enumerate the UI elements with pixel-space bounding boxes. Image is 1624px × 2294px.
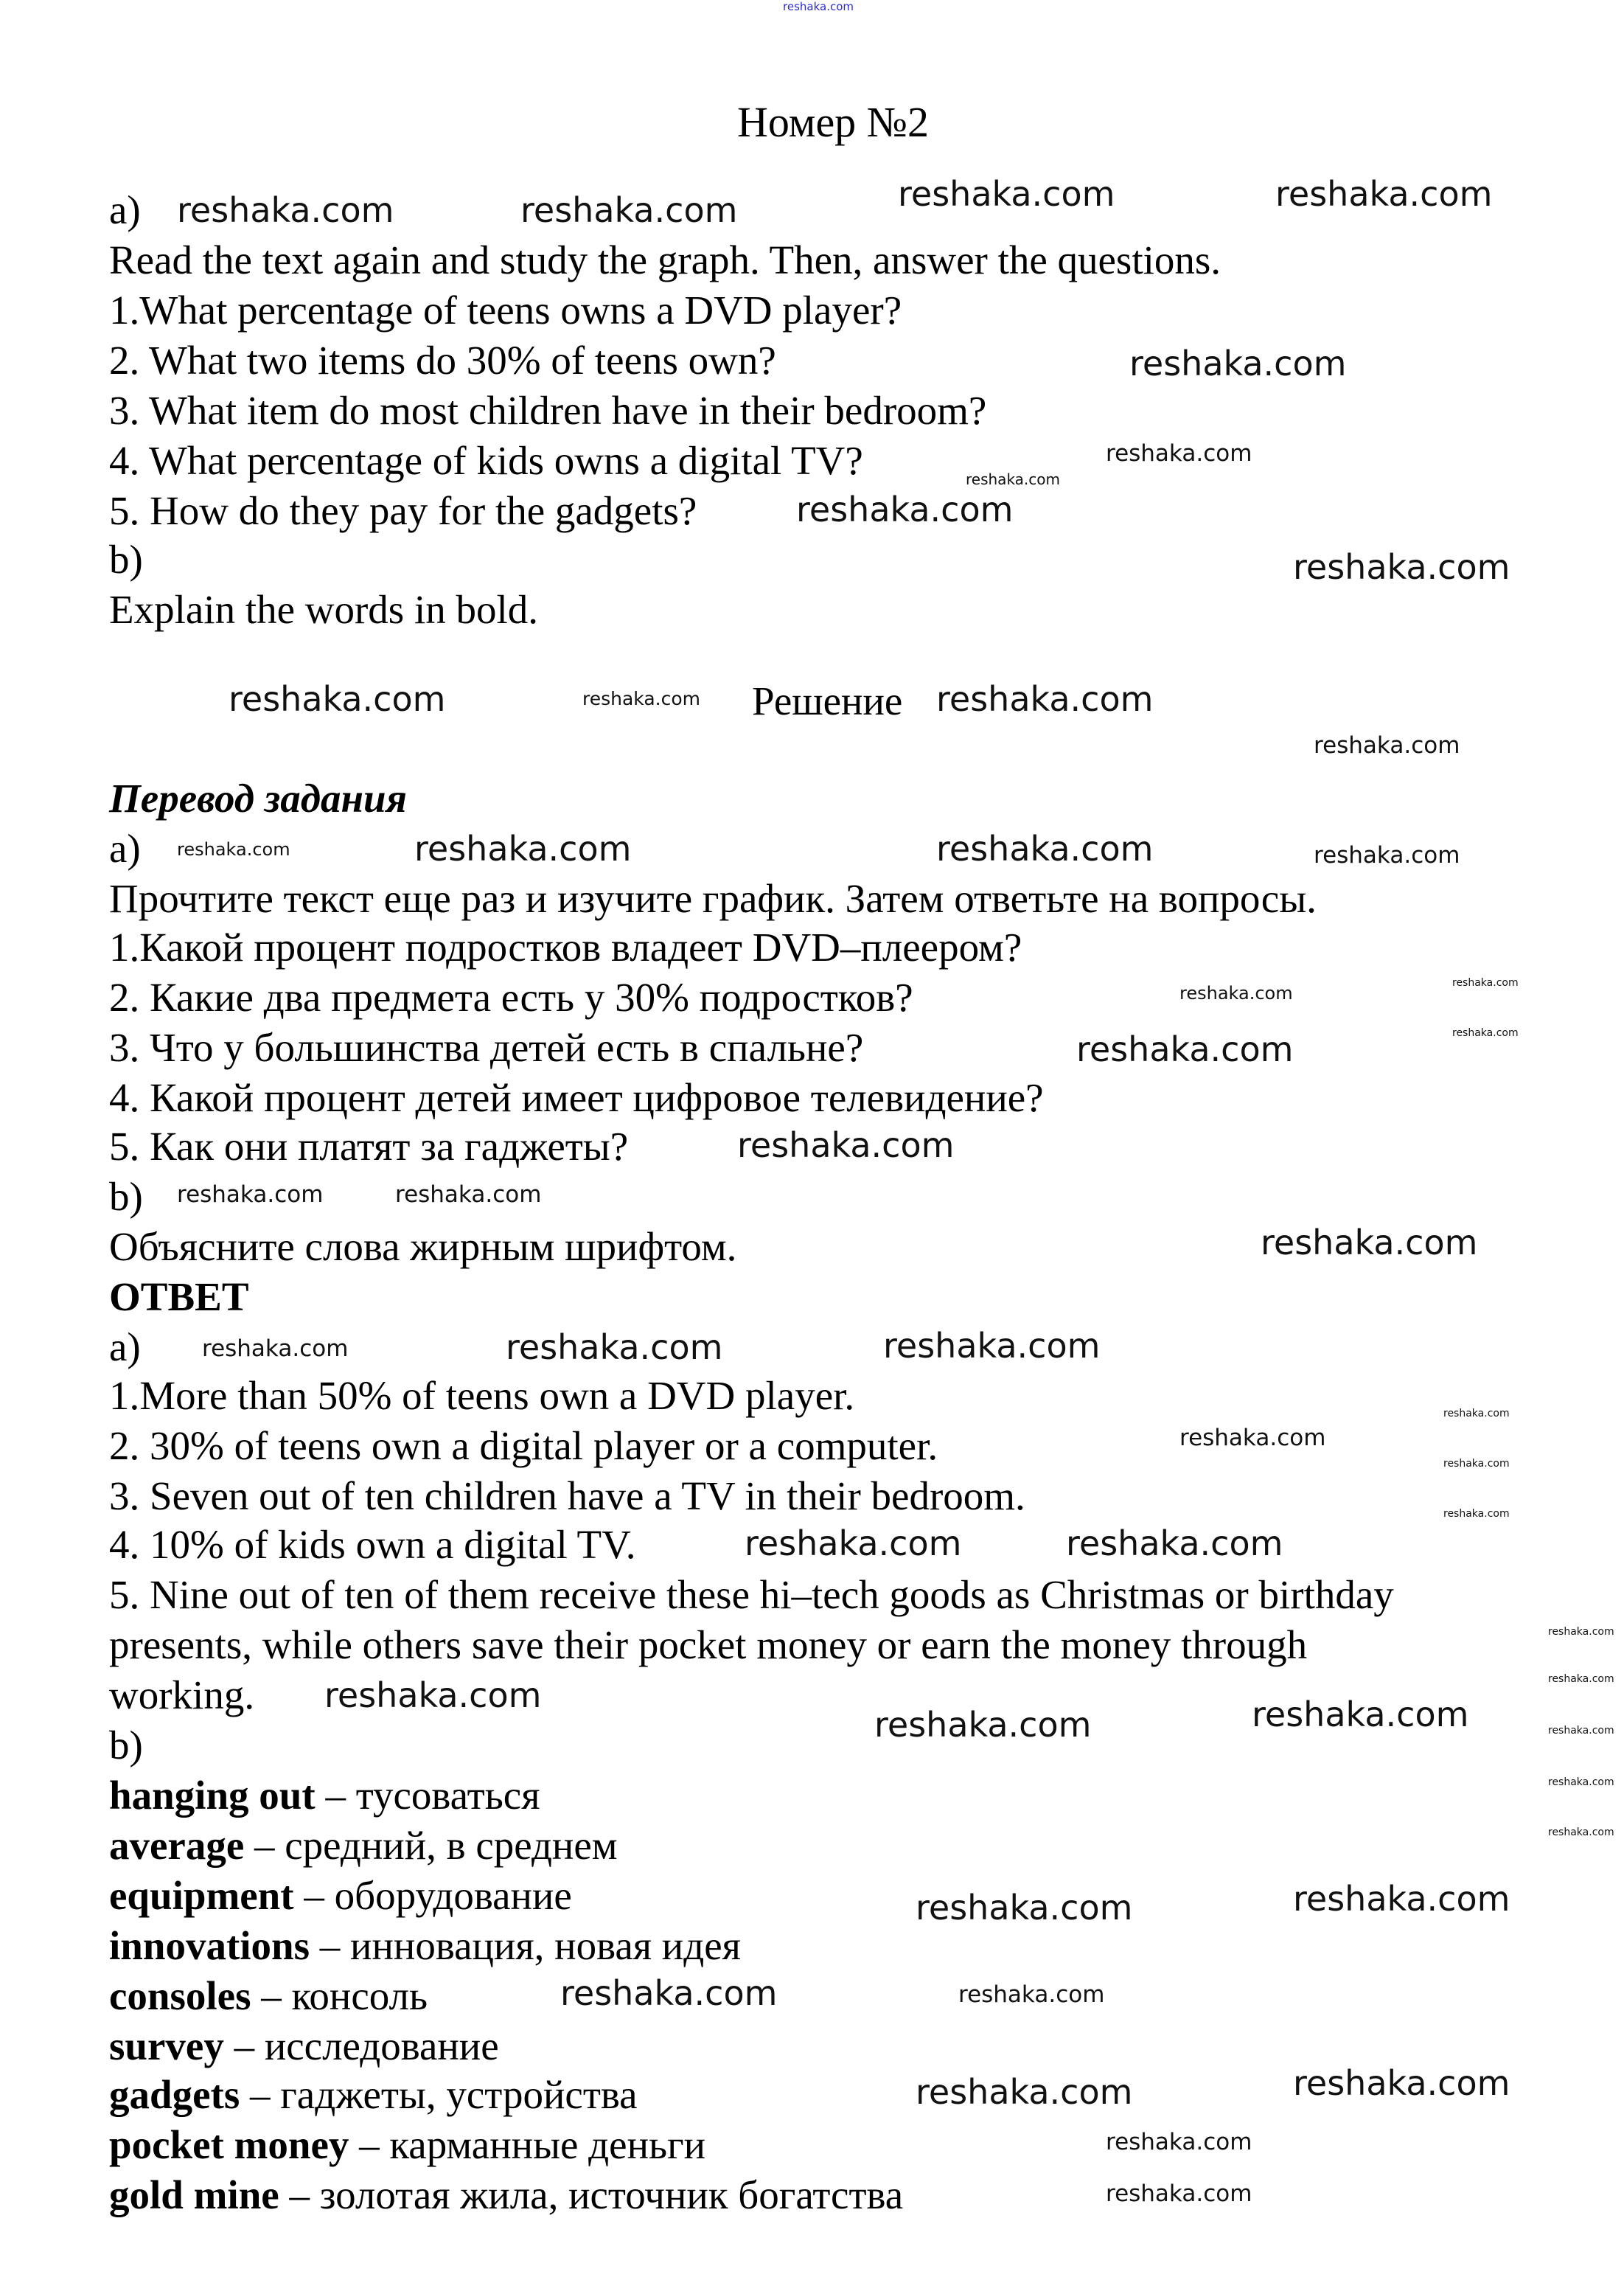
vocab-translation: – тусоваться: [315, 1773, 540, 1818]
watermark: reshaka.com: [1252, 1695, 1469, 1734]
watermark: reshaka.com: [1293, 2063, 1510, 2103]
watermark: reshaka.com: [1179, 1425, 1326, 1451]
watermark: reshaka.com: [560, 1973, 778, 2013]
watermark: reshaka.com: [1314, 732, 1460, 759]
watermark: reshaka.com: [1076, 1029, 1294, 1069]
answer-line: 3. Seven out of ten children have a TV in their bedroom.: [109, 1473, 1025, 1518]
translated-question: 1.Какой процент подростков владеет DVD–плеером?: [109, 925, 1022, 970]
translated-question: 2. Какие два предмета есть у 30% подростков?: [109, 975, 913, 1020]
watermark: reshaka.com: [395, 1181, 542, 1208]
vocab-term: equipment: [109, 1873, 294, 1918]
watermark: reshaka.com: [883, 1326, 1101, 1366]
translation-heading: Перевод задания: [109, 776, 407, 821]
vocab-translation: – гаджеты, устройства: [240, 2072, 638, 2117]
watermark: reshaka.com: [874, 1705, 1092, 1745]
watermark: reshaka.com: [1106, 2129, 1252, 2155]
task-intro: Read the text again and study the graph. Then, answer the questions.: [109, 237, 1222, 282]
question: 5. How do they pay for the gadgets?: [109, 488, 697, 533]
vocab-item: [109, 1871, 572, 1920]
watermark: reshaka.com: [1129, 344, 1347, 383]
vocab-item: [109, 1771, 540, 1820]
vocab-translation: – золотая жила, источник богатства: [279, 2172, 904, 2217]
watermark: reshaka.com: [916, 2072, 1133, 2112]
watermark: reshaka.com: [898, 174, 1115, 214]
vocab-translation: – консоль: [251, 1973, 428, 2018]
answer-line: 1.More than 50% of teens own a DVD player.: [109, 1373, 855, 1418]
vocab-term: pocket money: [109, 2122, 349, 2167]
watermark: reshaka.com: [1452, 977, 1519, 989]
answer-line: 2. 30% of teens own a digital player or a computer.: [109, 1423, 938, 1468]
watermark: reshaka.com: [737, 1125, 955, 1165]
vocab-item: [109, 2171, 903, 2220]
answer-a-label: a): [109, 1324, 141, 1369]
watermark: reshaka.com: [916, 1888, 1133, 1928]
translated-question: 5. Как они платят за гаджеты?: [109, 1124, 629, 1169]
translated-question: 4. Какой процент детей имеет цифровое телевидение?: [109, 1075, 1044, 1120]
watermark: reshaka.com: [324, 1675, 542, 1715]
watermark: reshaka.com: [936, 679, 1154, 719]
watermark: reshaka.com: [1443, 1408, 1510, 1419]
watermark: reshaka.com: [1275, 174, 1493, 214]
question: 4. What percentage of kids owns a digital TV?: [109, 438, 863, 483]
watermark: reshaka.com: [1548, 1673, 1614, 1685]
watermark: reshaka.com: [229, 679, 446, 719]
watermark: reshaka.com: [958, 1981, 1105, 2008]
answer-line: 5. Nine out of ten of them receive these hi–tech goods as Christmas or birthday: [109, 1572, 1394, 1617]
vocab-item: [109, 1972, 428, 2020]
vocab-item: [109, 2022, 499, 2071]
question: 3. What item do most children have in their bedroom?: [109, 388, 987, 433]
translation-intro: Прочтите текст еще раз и изучите график. Затем ответьте на вопросы.: [109, 876, 1317, 921]
watermark: reshaka.com: [520, 190, 738, 230]
vocab-translation: – исследование: [223, 2023, 499, 2068]
watermark: reshaka.com: [1106, 2180, 1252, 2207]
watermark: reshaka.com: [1179, 983, 1293, 1004]
watermark: reshaka.com: [1452, 1027, 1519, 1039]
vocab-term: average: [109, 1823, 245, 1868]
vocab-term: hanging out: [109, 1773, 316, 1818]
translation-b-label: b): [109, 1174, 143, 1219]
vocab-term: gadgets: [109, 2072, 240, 2117]
watermark: reshaka.com: [1548, 1626, 1614, 1638]
watermark: reshaka.com: [745, 1523, 962, 1563]
vocab-term: consoles: [109, 1973, 251, 2018]
task-a-label: a): [109, 187, 141, 232]
watermark: reshaka.com: [177, 190, 394, 230]
watermark: reshaka.com: [1261, 1223, 1478, 1262]
watermark: reshaka.com: [1548, 1826, 1614, 1838]
watermark: reshaka.com: [1066, 1523, 1283, 1563]
solution-label: Решение: [752, 678, 903, 723]
answer-line: working.: [109, 1672, 255, 1717]
translation-a-label: a): [109, 826, 141, 871]
watermark: reshaka.com: [582, 688, 700, 709]
vocab-term: innovations: [109, 1923, 310, 1968]
vocab-translation: – средний, в среднем: [244, 1823, 618, 1868]
watermark: reshaka.com: [1106, 440, 1252, 467]
task-b-label: b): [109, 537, 143, 582]
watermark: reshaka.com: [1314, 842, 1460, 869]
translation-b-text: Объясните слова жирным шрифтом.: [109, 1224, 737, 1269]
watermark: reshaka.com: [783, 0, 854, 13]
vocab-item: [109, 2121, 705, 2169]
vocab-term: gold mine: [109, 2172, 279, 2217]
vocab-translation: – карманные деньги: [349, 2122, 706, 2167]
vocab-item: [109, 2071, 638, 2119]
watermark: reshaka.com: [1443, 1458, 1510, 1470]
vocab-term: survey: [109, 2023, 224, 2068]
watermark: reshaka.com: [966, 470, 1060, 488]
translated-question: 3. Что у большинства детей есть в спальне?: [109, 1025, 864, 1070]
question: 1.What percentage of teens owns a DVD player?: [109, 288, 902, 333]
vocab-item: [109, 1922, 741, 1970]
watermark: reshaka.com: [1548, 1725, 1614, 1737]
answer-b-label: b): [109, 1723, 143, 1768]
watermark: reshaka.com: [1443, 1508, 1510, 1520]
watermark: reshaka.com: [796, 490, 1014, 529]
watermark: reshaka.com: [177, 1181, 324, 1208]
page-title: Номер №2: [736, 98, 930, 146]
watermark: reshaka.com: [936, 829, 1154, 869]
watermark: reshaka.com: [414, 829, 632, 869]
question: 2. What two items do 30% of teens own?: [109, 338, 776, 383]
answer-heading: ОТВЕТ: [109, 1274, 249, 1319]
answer-line: presents, while others save their pocket money or earn the money through: [109, 1622, 1308, 1667]
watermark: reshaka.com: [1548, 1776, 1614, 1788]
watermark: reshaka.com: [506, 1327, 723, 1367]
watermark: reshaka.com: [177, 839, 290, 860]
vocab-translation: – инновация, новая идея: [310, 1923, 741, 1968]
task-b-text: Explain the words in bold.: [109, 587, 539, 632]
vocab-item: [109, 1821, 618, 1870]
watermark: reshaka.com: [202, 1335, 349, 1362]
watermark: reshaka.com: [1293, 547, 1510, 587]
vocab-translation: – оборудование: [293, 1873, 572, 1918]
watermark: reshaka.com: [1293, 1879, 1510, 1919]
answer-line: 4. 10% of kids own a digital TV.: [109, 1522, 636, 1567]
